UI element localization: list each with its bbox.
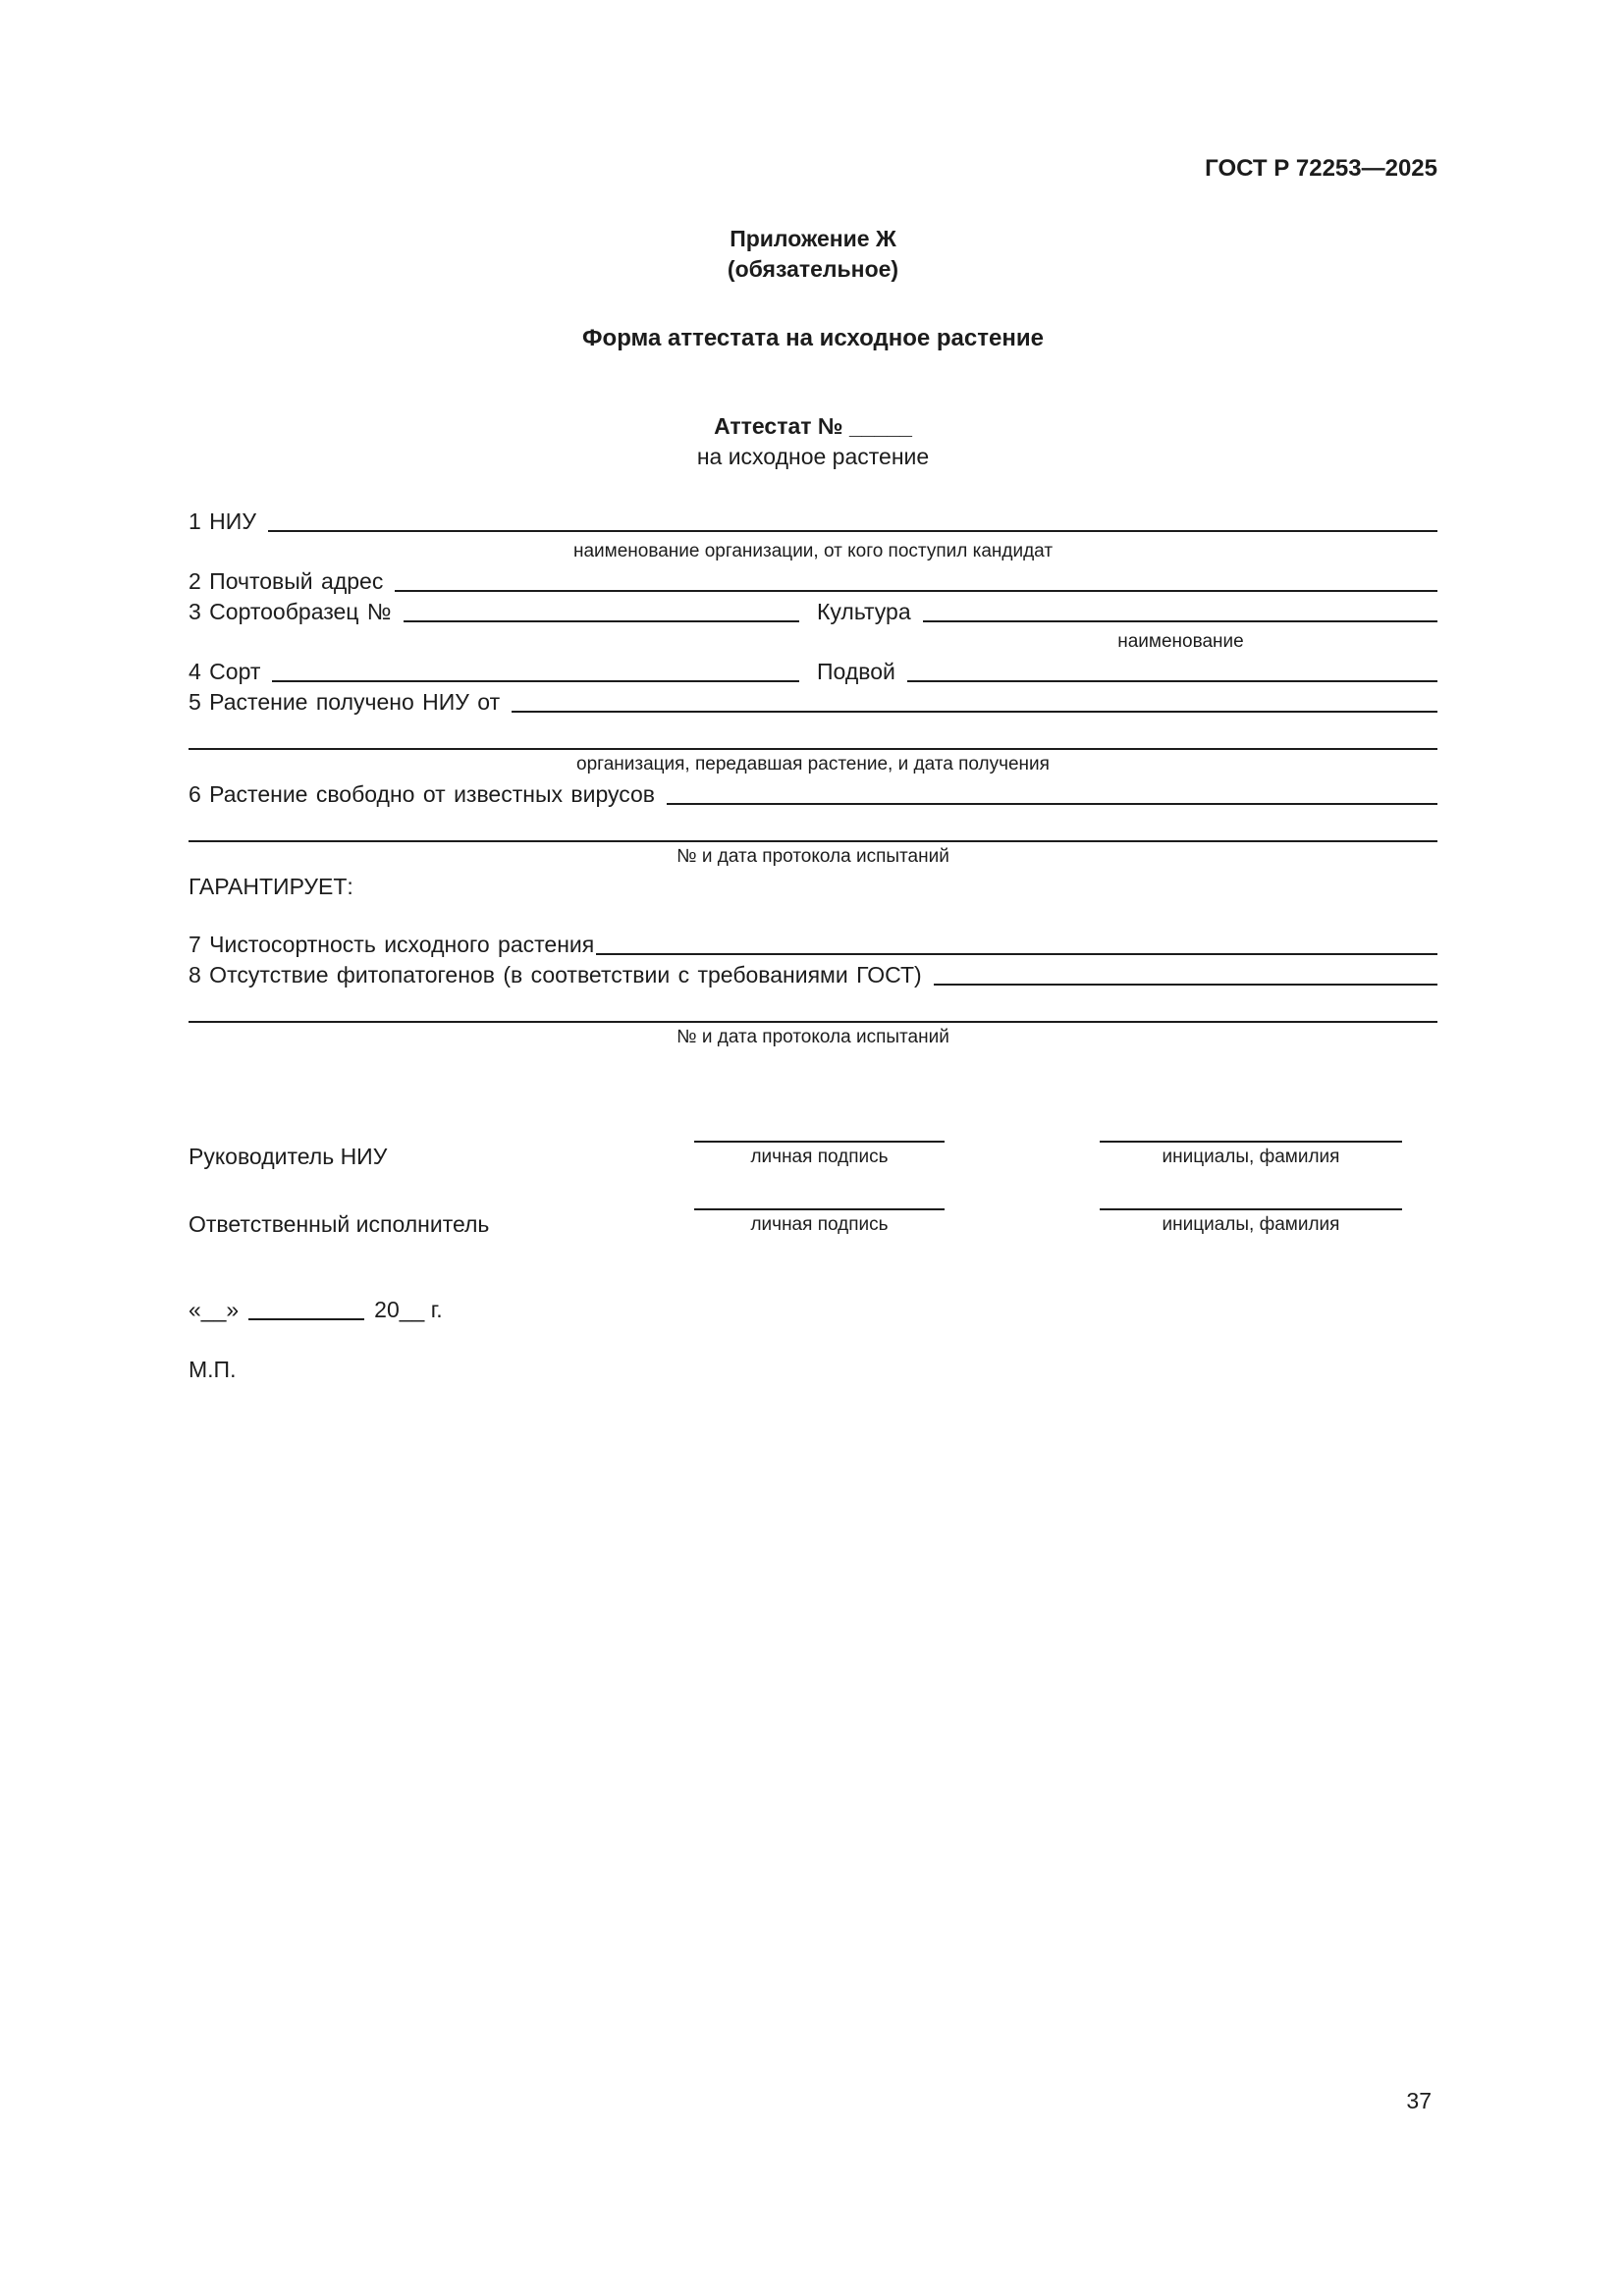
field-phytopathogens-continuation-line (189, 990, 1437, 1023)
field-postal-address-blank-line (395, 590, 1437, 592)
field-purity-label: 7 Чистосортность исходного растения (189, 932, 595, 957)
signature-head-label: Руководитель НИУ (189, 1144, 388, 1169)
field-row-postal-address (189, 566, 1437, 597)
appendix-obligation: (обязательное) (727, 256, 899, 282)
signature-head-name-caption: инициалы, фамилия (1162, 1147, 1340, 1167)
page-number: 37 (1406, 2088, 1432, 2113)
field-virus-free-label: 6 Растение свободно от известных вирусов (189, 781, 655, 807)
signature-block (189, 1114, 1437, 1240)
field-virus-free-blank-line (667, 803, 1437, 805)
field-row-virus-free (189, 779, 1437, 810)
seal-placeholder: М.П. (189, 1357, 237, 1382)
signature-head-name-line (1100, 1114, 1402, 1143)
signature-executor-name-column (1100, 1182, 1402, 1240)
signature-executor-signature-line (694, 1182, 945, 1210)
field-culture-label: Культура (817, 599, 911, 624)
certificate-title: Аттестат № _____ (714, 413, 912, 439)
date-row (189, 1295, 1437, 1325)
field-rootstock-label: Подвой (817, 659, 895, 684)
signature-executor-signature-column (694, 1182, 945, 1240)
appendix-title: Приложение Ж (730, 226, 896, 251)
field-variety-sample-blank-line (404, 620, 799, 622)
field-culture-caption-row (189, 627, 1437, 657)
field-row-phytopathogens (189, 960, 1437, 990)
signature-executor-name-caption: инициалы, фамилия (1162, 1214, 1340, 1235)
date-blank-line (248, 1318, 364, 1320)
field-culture-group (817, 597, 1437, 627)
field-phytopathogens-blank-line (934, 984, 1437, 986)
field-sort-label: 4 Сорт (189, 659, 261, 684)
field-virus-free-continuation-line (189, 810, 1437, 842)
field-sort-group (189, 657, 799, 687)
field-row-plant-received (189, 687, 1437, 718)
field-row-purity (189, 930, 1437, 960)
field-niu-blank-line (268, 530, 1437, 532)
field-postal-address-label: 2 Почтовый адрес (189, 568, 384, 594)
field-rootstock-group (817, 657, 1437, 687)
field-phytopathogens-caption: № и дата протокола испытаний (677, 1027, 949, 1047)
field-plant-received-label: 5 Растение получено НИУ от (189, 689, 501, 715)
signature-row-head (189, 1114, 1437, 1172)
caption-spacer (189, 627, 924, 657)
date-quotes: «__» (189, 1297, 240, 1322)
field-niu-label: 1 НИУ (189, 508, 256, 534)
field-plant-received-continuation-line (189, 718, 1437, 750)
signature-executor-signature-caption: личная подпись (750, 1214, 889, 1235)
field-plant-received-caption: организация, передавшая растение, и дата получения (576, 754, 1050, 774)
guarantee-heading: ГАРАНТИРУЕТ: (189, 874, 353, 899)
field-plant-received-blank-line (512, 711, 1437, 713)
field-sort-blank-line (272, 680, 799, 682)
field-variety-sample-group (189, 597, 799, 627)
field-culture-blank-line (923, 620, 1437, 622)
standard-reference: ГОСТ Р 72253—2025 (1205, 155, 1437, 182)
field-purity-blank-line (596, 953, 1437, 955)
date-year: 20__ г. (374, 1297, 443, 1322)
field-niu-caption: наименование организации, от кого поступил кандидат (572, 541, 1054, 561)
form-title: Форма аттестата на исходное растение (582, 325, 1044, 351)
signature-row-executor (189, 1182, 1437, 1240)
field-row-sort (189, 657, 1437, 687)
field-phytopathogens-label: 8 Отсутствие фитопатогенов (в соответствии с требованиями ГОСТ) (189, 962, 922, 988)
signature-executor-name-line (1100, 1182, 1402, 1210)
field-culture-caption: наименование (1117, 631, 1244, 652)
certificate-subtitle: на исходное растение (696, 444, 930, 469)
signature-head-signature-caption: личная подпись (750, 1147, 889, 1167)
signature-head-signature-column (694, 1114, 945, 1172)
signature-executor-label: Ответственный исполнитель (189, 1211, 490, 1237)
field-row-niu (189, 507, 1437, 537)
certificate-form (189, 507, 1437, 1052)
signature-head-name-column (1100, 1114, 1402, 1172)
field-variety-sample-label: 3 Сортообразец № (189, 599, 392, 624)
signature-head-signature-line (694, 1114, 945, 1143)
field-virus-free-caption: № и дата протокола испытаний (677, 846, 949, 867)
field-rootstock-blank-line (907, 680, 1437, 682)
field-row-variety-sample (189, 597, 1437, 627)
